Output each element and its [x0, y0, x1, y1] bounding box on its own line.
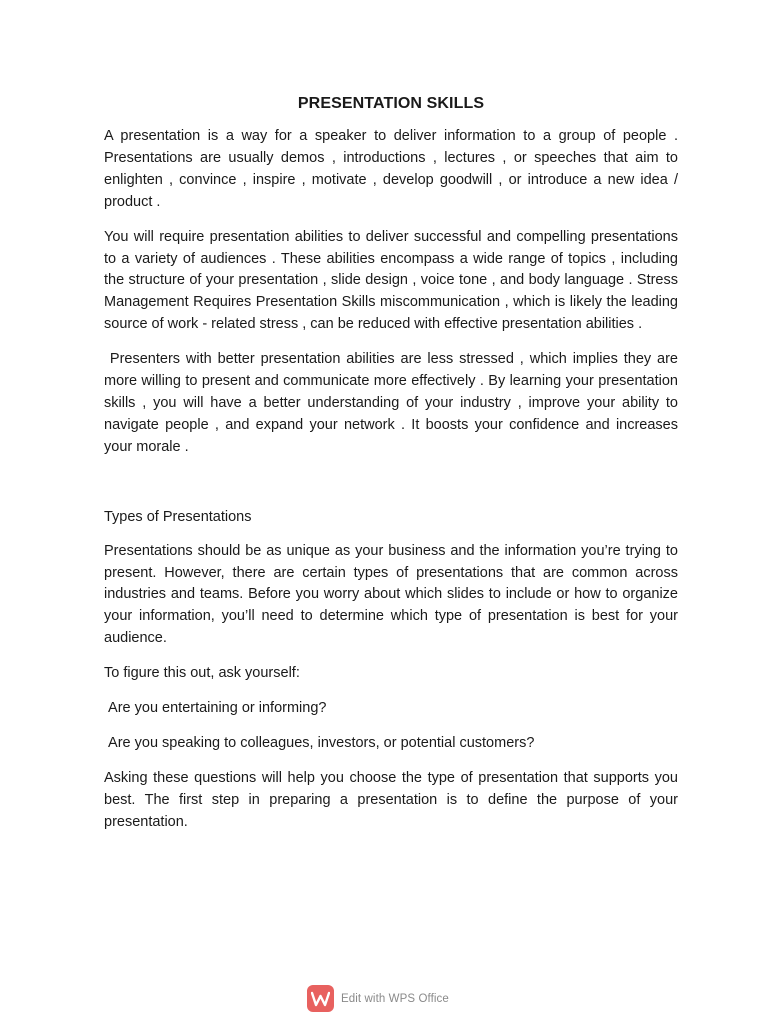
question-entertaining: Are you entertaining or informing?: [104, 700, 327, 717]
edit-with-wps-badge[interactable]: [307, 985, 449, 1012]
page-title: PRESENTATION SKILLS: [297, 95, 485, 112]
section-heading: Types of Presentations: [104, 508, 252, 525]
paragraph-definition: A presentation is a way for a speaker to deliver information to a group of people . Presentations are usually demos , introductions , lectures , or speeches that aim to enlighten , convince , inspire , motivate , develop goodwill , or introduce a new idea / product .: [104, 128, 678, 210]
question-audience: Are you speaking to colleagues, investors, or potential customers?: [104, 734, 535, 751]
paragraph-prompt: To figure this out, ask yourself:: [104, 665, 300, 682]
wps-w-glyph-icon: [311, 991, 330, 1007]
paragraph-closing: Asking these questions will help you choose the type of presentation that supports you best. The first step in preparing a presentation is to define the purpose of your presentation.: [104, 769, 678, 830]
document-page: [104, 93, 683, 847]
wps-badge-label: Edit with WPS Office: [341, 992, 449, 1005]
paragraph-types-intro: Presentations should be as unique as your business and the information you’re trying to present. However, there are certain types of presentations that are common across industries and teams. Before you worry about which slides to include or how to organize your information, you’ll need to determine which type of presentation is best for your audience.: [104, 542, 678, 647]
wps-logo-icon: [307, 985, 334, 1012]
paragraph-benefits: Presenters with better presentation abilities are less stressed , which implies they are more willing to present and communicate more effectively . By learning your presentation skills , you will have a better understanding of your industry , improve your ability to navigate people , and expand your network . It boosts your confidence and increases your morale .: [104, 351, 683, 455]
paragraph-abilities: You will require presentation abilities to deliver successful and compelling presentations to a variety of audiences . These abilities encompass a wide range of topics , including the structure of your presentation , slide design , voice tone , and body language . Stress Management Requires Presentation Skills miscommunication , which is likely the leading source of work - related stress , can be reduced with effective presentation abilities .: [104, 228, 678, 333]
